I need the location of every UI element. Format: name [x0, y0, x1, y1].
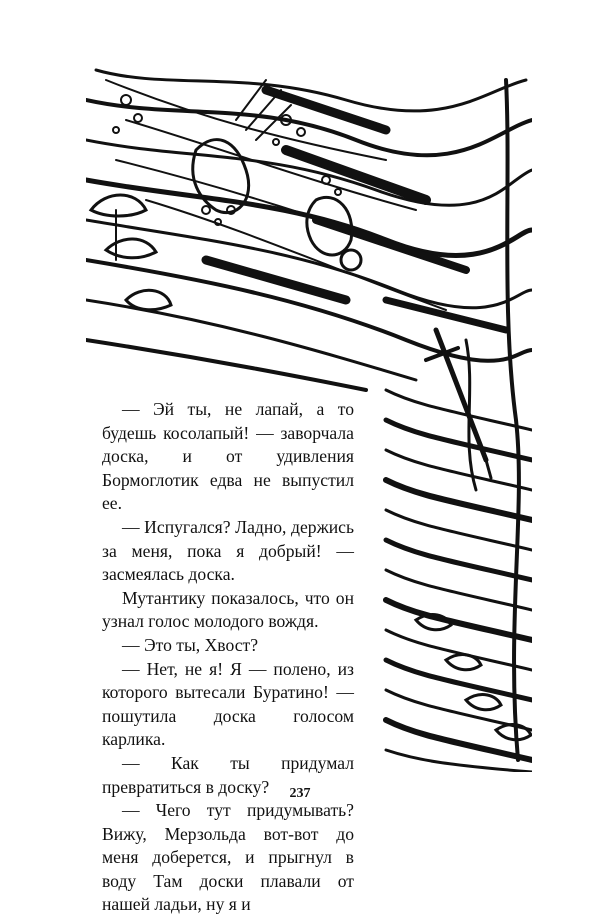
page-number: 237: [289, 786, 311, 801]
paragraph-7: — Чего тут придумывать? Вижу, Мерзольда вот-вот до меня доберется, и прыгнул в воду Там доски плавали от нашей ладьи, ну я и: [102, 800, 354, 915]
paragraph-3: Мутантику показалось, что он узнал голос молодого вождя.: [102, 587, 354, 632]
paragraph-6: — Как ты придумал превратиться в доску?: [102, 752, 354, 797]
paragraph-4: — Это ты, Хвост?: [122, 634, 258, 655]
paragraph-1: — Эй ты, не лапай, а то будешь косолапый! — заворчала доска, и от удивления Бормоглотик едва не выпустил ее.: [102, 399, 354, 514]
paragraph-5: — Нет, не я! Я — полено, из которого вытесали Буратино! — пошутила доска голосом карлика.: [102, 658, 354, 750]
paragraph-2: — Испугался? Ладно, держись за меня, пока я добрый! — засмеялась доска.: [102, 516, 354, 585]
story-text: [102, 398, 354, 917]
